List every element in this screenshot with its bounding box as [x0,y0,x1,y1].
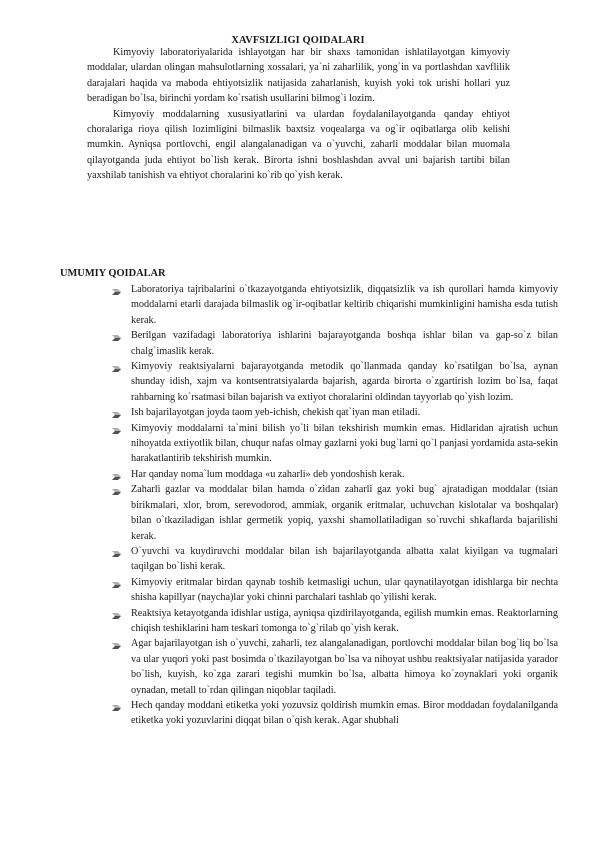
list-item-text: Har qanday noma`lum moddaga «u zaharli» deb yondoshish kerak. [131,468,405,480]
list-item-text: Reaktsiya ketayotganda idishlar ustiga, ayniqsa qizdirilayotganda, egilish mumkin emas. Reaktorlarning chiqish teshiklarini ham teskari tomonga to`g`rilab qo`yish kerak. [131,607,558,634]
intro-paragraph: Kimyoviy laboratoriyalarida ishlayotgan har bir shaxs tamonidan ishlatilayotgan kimyoviy moddalar, ulardan olingan mahsulotlarning xossalari, ya`ni zaharlilik, yong`in va portlashdan xavflilik darajalari haqida va maboda ehtiyotsizlik natijasida zaharlanish, kuyish yoki tok urishi hollari yuz beradigan bo`lsa, birinchi yordam ko`rsatish usullarini bilmog`i lozim. [87,47,510,105]
list-item-text: Zaharli gazlar va moddalar bilan hamda o`zidan zaharli gaz yoki bug` ajratadigan moddalar (tsian birikmalari, xlor, brom, serevodorod, ammiak, organik eritmalar, uchuvchan kislotalar va boshqalar) bilan o`tkaziladigan ishlar germetik yopiq, yaxshi shamollatiladigan so`ruvchi shkaflarda bajarilishi kerak. [131,484,558,542]
arrow-bullet-icon [112,425,122,433]
list-item-text: O`yuvchi va kuydiruvchi moddalar bilan ish bajarilayotganda albatta xalat kiyilgan va tugmalari taqilgan bo`lishi kerak. [131,545,558,573]
intro-paragraph: Kimyoviy moddalarning xususiyatlarini va ulardan foydalanilayotganda qanday ehtiyot choralariga rioya qilish lozimligini bilmaslik baxtsiz voqealarga va og`ir oqibatlarga olib kelishi mumkin. Ayniqsa portlovchi, engil alangalanadigan va o`yuvchi, zaharli moddalar bilan muomala qilayotganda juda ehtiyot bo`lish kerak. Birorta ishni boshlashdan avval uni bajarish tartibi bilan yaxshilab tanishish va ehtiyot choralarini ko`rib qo`yish kerak. [87,108,510,182]
list-item [112,636,558,698]
list-item-text: Hech qanday moddani etiketka yoki yozuvsiz qoldirish mumkin emas. Biror moddadan foydalanilganda etiketka yoki yozuvlarini diqqat bilan o`qish kerak. Agar shubhali [131,699,558,727]
list-item-text: Berilgan vazifadagi laboratoriya ishlarini bajarayotganda boshqa ishlar bilan va gap-so`z bilan chalg`imaslik kerak. [131,330,558,357]
arrow-bullet-icon [112,702,122,710]
list-item-text: Kimyoviy eritmalar birdan qaynab toshib ketmasligi uchun, ular qaynatilayotgan idishlarga bir nechta shisha kapillyar (naycha)lar yoki chinni parchalari tashlab qo`yilishi kerak. [131,576,558,604]
list-item [112,328,558,359]
arrow-bullet-icon [112,579,122,587]
list-item [112,467,558,482]
rules-list [112,282,558,729]
list-item-text: Ish bajarilayotgan joyda taom yeb-ichish, chekish qat`iyan man etiladi. [131,407,421,419]
arrow-bullet-icon [112,640,122,648]
list-item-text: Kimyoviy moddalarni ta`mini bilish yo`li bilan tekshirish mumkin emas. Hidlaridan ajratish uchun nihoyatda extiyotlik bilan, chuqur nafas olmay gazlarni yoki bug`larni qo`l panjasi yordamida asta-sekin harakatlantirib tekshirish mumkin. [131,422,558,465]
list-item [112,359,558,405]
list-item [112,575,558,606]
arrow-bullet-icon [112,332,122,340]
intro-section [87,45,510,184]
list-item [112,698,558,729]
arrow-bullet-icon [112,471,122,479]
list-item-text: Laboratoriya tajribalarini o`tkazayotganda ehtiyotsizlik, diqqatsizlik va ish qurollari hamda kimyoviy moddalarni etarli darajada bilmaslik og`ir-oqibatlar keltirib chiqarishi mumkinligini hamisha esda tutish kerak. [131,284,558,326]
document-title: XAVFSIZLIGI QOIDALARI [231,35,365,46]
list-item [112,606,558,637]
arrow-bullet-icon [112,363,122,371]
list-item [112,282,558,328]
arrow-bullet-icon [112,486,122,494]
arrow-bullet-icon [112,610,122,618]
list-item [112,482,558,544]
list-item-text: Agar bajarilayotgan ish o`yuvchi, zaharli, tez alangalanadigan, portlovchi moddalar bilan bog`liq bo`lsa va ular yuqori yoki past bosimda o`tkazilayotgan bo`lsa va nihoyat ushbu reaktsiyalar natijasida yarador bo`lish, kuyish, ko`zga zarari tegishi mumkin bo`lsa, albatta himoya ko`zoynaklari yoki organik oynadan, metall to`rdan qilingan niqoblar taqiladi. [131,638,558,696]
list-item-text: Kimyoviy reaktsiyalarni bajarayotganda metodik qo`llanmada qanday ko`rsatilgan bo`lsa, aynan shunday idish, xajm va kontsentratsiyalarda bajarish, agarda birorta o`zgartirish lozim bo`lsa, faqat rahbarning ko`rsatmasi bilan bajarish va extiyot choralarini oldindan tayyorlab qo`yish lozim. [131,361,558,403]
arrow-bullet-icon [112,548,122,556]
list-item [112,405,558,420]
arrow-bullet-icon [112,286,122,294]
list-item [112,421,558,467]
list-item [112,544,558,575]
section-heading: UMUMIY QOIDALAR [60,268,166,279]
arrow-bullet-icon [112,409,122,417]
